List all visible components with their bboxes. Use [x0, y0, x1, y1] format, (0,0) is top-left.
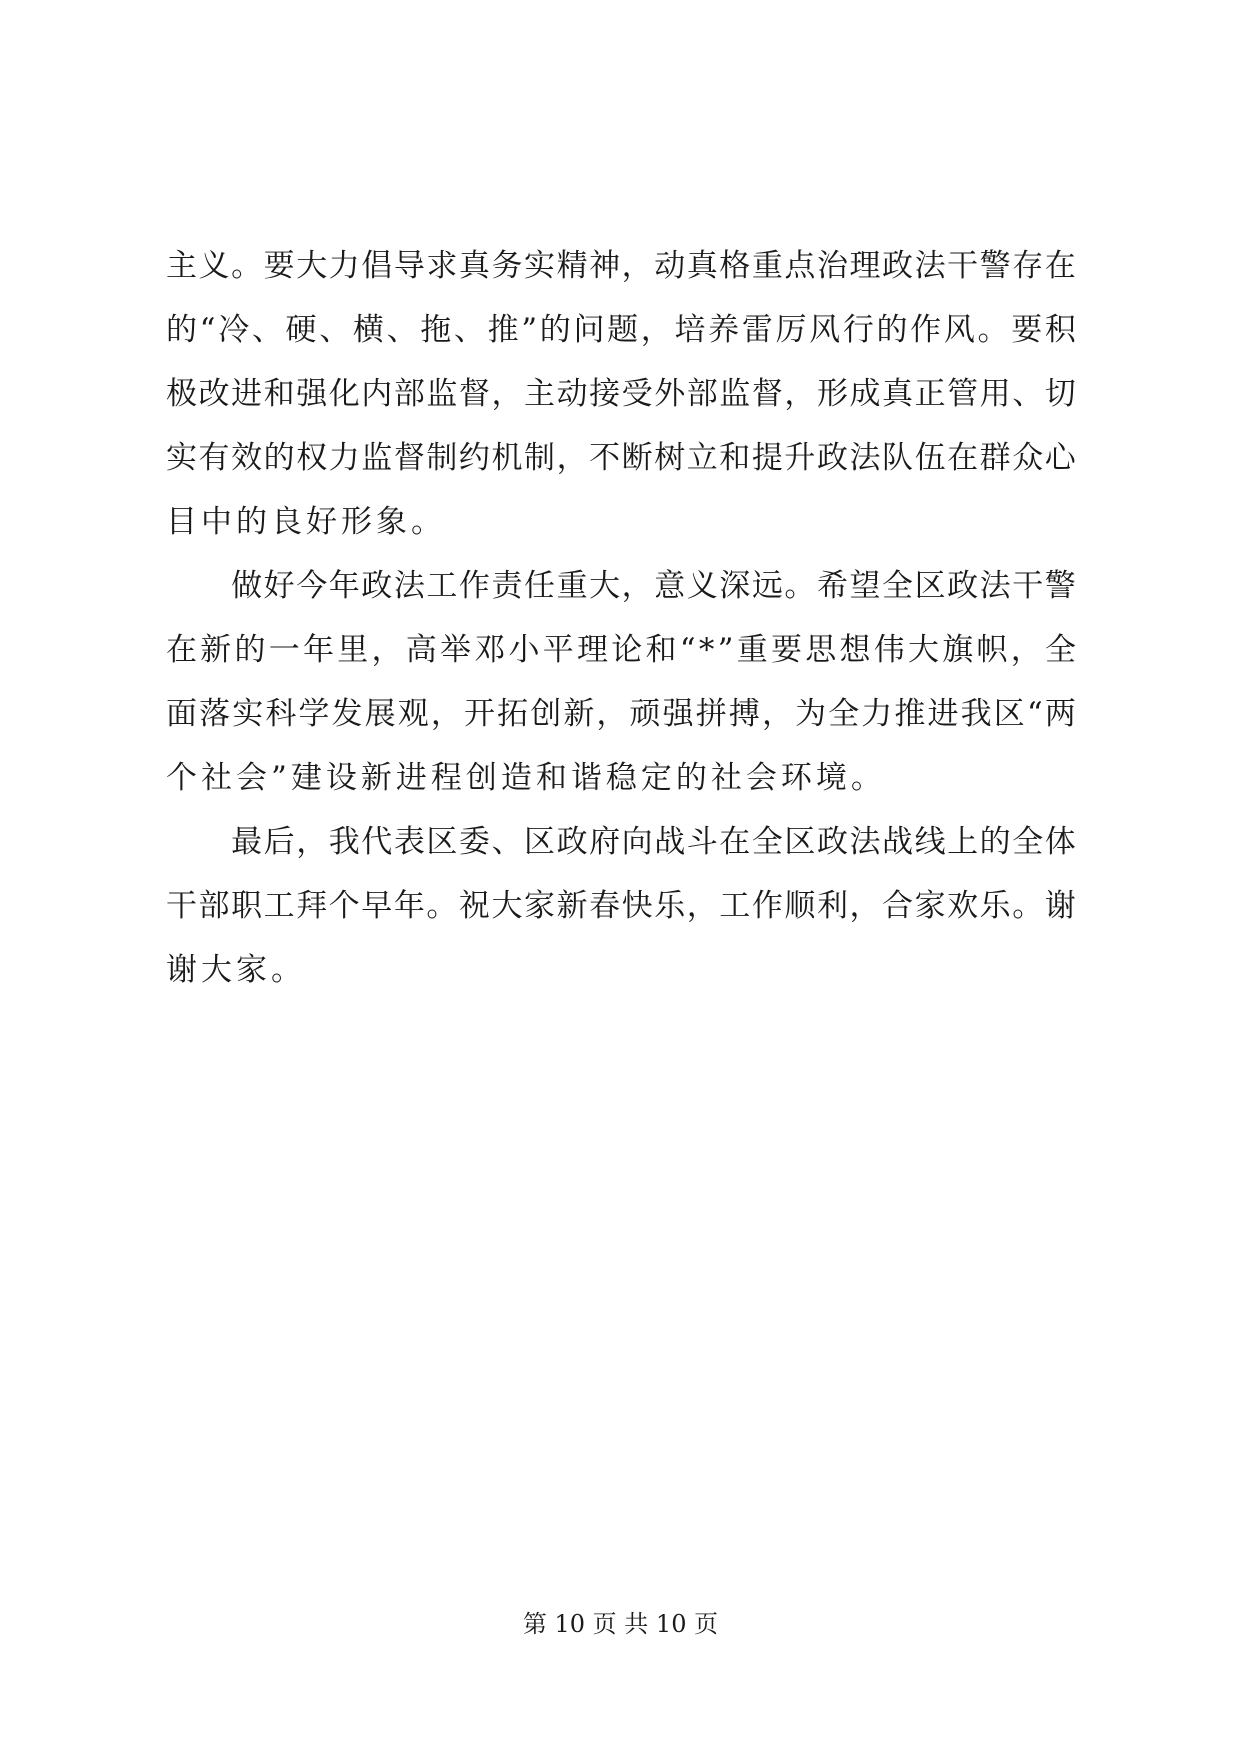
text-char: 干 — [1012, 568, 1044, 604]
text-char: 制 — [426, 440, 458, 476]
text-char: 和 — [263, 376, 295, 412]
text-char: 帜 — [976, 632, 1008, 668]
text-char: 家 — [914, 888, 946, 924]
text-line: 目中的良好形象。 — [166, 504, 446, 540]
text-char: 里 — [337, 632, 369, 668]
text-line — [166, 618, 1076, 682]
text-char: 最 — [231, 824, 263, 860]
text-char: 法 — [914, 248, 946, 284]
text-char: 年 — [328, 568, 360, 604]
text-char: 督 — [751, 376, 783, 412]
text-char: “ — [199, 312, 216, 348]
text-char — [199, 554, 230, 618]
text-char: 效 — [231, 440, 263, 476]
text-char: 心 — [1044, 440, 1076, 476]
text-char: 主 — [524, 376, 556, 412]
text-char: 落 — [199, 696, 231, 732]
text-char: 顺 — [784, 888, 816, 924]
text-char: 大 — [296, 248, 328, 284]
text-char: 真 — [458, 248, 490, 284]
text-char: 府 — [589, 824, 621, 860]
text-char: 义 — [686, 568, 718, 604]
text-char: 作 — [910, 312, 942, 348]
text-char: 责 — [491, 568, 523, 604]
text-char: 导 — [393, 248, 425, 284]
text-char: 改 — [198, 376, 230, 412]
text-char: 形 — [816, 376, 848, 412]
text-char: 管 — [947, 376, 979, 412]
text-char: 工 — [719, 888, 751, 924]
text-char: 欢 — [947, 888, 979, 924]
text-char: 。 — [426, 888, 458, 924]
text-char: 的 — [234, 632, 266, 668]
text-char: 倡 — [361, 248, 393, 284]
text-char: 。 — [1012, 888, 1044, 924]
text-char: 监 — [361, 440, 393, 476]
text-char: 。 — [784, 568, 816, 604]
text-char: 不 — [589, 440, 621, 476]
text-char: 接 — [589, 376, 621, 412]
text-char: 在 — [947, 440, 979, 476]
text-char: 、 — [1012, 376, 1044, 412]
text-line — [166, 234, 1076, 298]
text-char: 外 — [654, 376, 686, 412]
text-char: ， — [430, 696, 462, 732]
text-char: 群 — [979, 440, 1011, 476]
text-char: 干 — [947, 248, 979, 284]
text-char: 重 — [556, 568, 588, 604]
text-char: 向 — [621, 824, 653, 860]
text-char: ， — [556, 440, 588, 476]
text-char: 和 — [645, 632, 677, 668]
text-line — [166, 362, 1076, 426]
text-char: 战 — [882, 824, 914, 860]
text-char: 要 — [263, 248, 295, 284]
text-char: 邓 — [474, 632, 506, 668]
text-char: 队 — [882, 440, 914, 476]
text-line: 个社会”建设新进程创造和谐稳定的社会环境。 — [166, 760, 886, 796]
text-char: 力 — [328, 440, 360, 476]
text-char: 培 — [674, 312, 706, 348]
text-char: 区 — [426, 824, 458, 860]
text-char: 法 — [393, 568, 425, 604]
text-char: 、 — [386, 312, 418, 348]
text-char: ， — [596, 696, 628, 732]
text-char: 冷 — [218, 312, 250, 348]
text-char: 风 — [809, 312, 841, 348]
text-char: 治 — [816, 248, 848, 284]
text-char: 区 — [784, 824, 816, 860]
text-char: 拓 — [497, 696, 529, 732]
text-char: 春 — [589, 888, 621, 924]
text-line — [166, 682, 1076, 746]
text-char: * — [698, 632, 715, 668]
text-char: 动 — [654, 248, 686, 284]
text-char: 格 — [719, 248, 751, 284]
body-text — [166, 234, 1076, 1002]
text-char — [166, 554, 197, 618]
text-char: 一 — [268, 632, 300, 668]
text-char: 干 — [166, 888, 197, 924]
text-char: 进 — [231, 376, 263, 412]
text-char: “ — [679, 632, 696, 668]
text-char: 新 — [556, 888, 588, 924]
text-char: 化 — [328, 376, 360, 412]
text-line — [166, 298, 1076, 362]
text-char: 树 — [654, 440, 686, 476]
text-char: 约 — [458, 440, 490, 476]
text-char: 我 — [328, 824, 360, 860]
text-char: 作 — [458, 568, 490, 604]
text-char: 伟 — [873, 632, 905, 668]
text-char: 风 — [943, 312, 975, 348]
text-char: 部 — [198, 888, 230, 924]
text-char: 、 — [453, 312, 485, 348]
text-char: 希 — [816, 568, 848, 604]
text-char: ， — [621, 568, 653, 604]
text-char: 拼 — [695, 696, 727, 732]
text-char: 升 — [784, 440, 816, 476]
text-char: ， — [640, 312, 672, 348]
text-char: ， — [849, 888, 881, 924]
text-char: 部 — [393, 376, 425, 412]
text-char: 极 — [166, 376, 197, 412]
text-char: ， — [296, 824, 328, 860]
text-char: 乐 — [979, 888, 1011, 924]
text-line — [166, 426, 1076, 490]
text-char: 行 — [842, 312, 874, 348]
text-char: 年 — [303, 632, 334, 668]
text-char: 职 — [231, 888, 263, 924]
text-char: 机 — [491, 440, 523, 476]
text-char: 展 — [364, 696, 396, 732]
text-char: ， — [686, 888, 718, 924]
text-char: 、 — [319, 312, 351, 348]
text-char: 区 — [524, 824, 556, 860]
text-char: 的 — [539, 312, 571, 348]
text-char: 在 — [166, 632, 197, 668]
text-char: 家 — [524, 888, 556, 924]
text-char: 制 — [524, 440, 556, 476]
text-char: 举 — [440, 632, 471, 668]
text-char: 工 — [426, 568, 458, 604]
text-char: 强 — [662, 696, 694, 732]
text-char: 实 — [524, 248, 556, 284]
text-char: 的 — [263, 440, 295, 476]
text-char: “ — [1026, 696, 1043, 732]
text-char: 政 — [947, 568, 979, 604]
text-char: 力 — [328, 248, 360, 284]
text-char: 在 — [719, 824, 751, 860]
text-char: 我 — [960, 696, 992, 732]
text-char: 论 — [611, 632, 643, 668]
text-char: 理 — [849, 248, 881, 284]
text-char: 深 — [719, 568, 751, 604]
text-char: 乐 — [654, 888, 686, 924]
text-char: 力 — [861, 696, 893, 732]
text-char: 实 — [166, 440, 197, 476]
text-line — [166, 810, 1076, 874]
text-char: 主 — [166, 248, 197, 284]
text-char: ， — [621, 248, 653, 284]
text-char: 祝 — [458, 888, 490, 924]
text-char: 硬 — [285, 312, 317, 348]
text-char: 好 — [263, 568, 295, 604]
text-char: 远 — [751, 568, 783, 604]
text-char: 问 — [573, 312, 605, 348]
text-char: 政 — [816, 440, 848, 476]
text-char: 部 — [686, 376, 718, 412]
text-char: 动 — [556, 376, 588, 412]
text-line — [166, 874, 1076, 938]
text-char: 点 — [784, 248, 816, 284]
text-char: 和 — [719, 440, 751, 476]
text-char: 、 — [491, 824, 523, 860]
text-char: ， — [1010, 632, 1042, 668]
text-char: 政 — [882, 248, 914, 284]
text-char: 理 — [577, 632, 608, 668]
text-char: 神 — [589, 248, 621, 284]
text-char: 有 — [198, 440, 230, 476]
text-char: 高 — [405, 632, 437, 668]
text-char: 切 — [1044, 376, 1076, 412]
text-char: 警 — [1044, 568, 1076, 604]
text-char: 真 — [882, 376, 914, 412]
text-char: 线 — [914, 824, 946, 860]
text-char: 体 — [1044, 824, 1076, 860]
text-char: 后 — [263, 824, 295, 860]
text-char: 重 — [736, 632, 768, 668]
text-char: 存 — [1012, 248, 1044, 284]
text-char: 用 — [979, 376, 1011, 412]
text-char: 早 — [361, 888, 393, 924]
text-char: 思 — [805, 632, 837, 668]
text-char: ， — [371, 632, 403, 668]
text-char: 积 — [1044, 312, 1076, 348]
page-footer: 第 10 页 共 10 页 — [522, 1610, 719, 1638]
text-char: 务 — [491, 248, 523, 284]
text-char: 。 — [977, 312, 1009, 348]
text-char: 的 — [876, 312, 908, 348]
text-char: 伍 — [914, 440, 946, 476]
text-char: 的 — [166, 312, 197, 348]
text-char: 真 — [686, 248, 718, 284]
text-char: 拜 — [296, 888, 328, 924]
text-char: 政 — [361, 568, 393, 604]
text-char: 新 — [200, 632, 232, 668]
text-char: 为 — [795, 696, 827, 732]
text-char: 在 — [1044, 248, 1076, 284]
text-char: 小 — [508, 632, 540, 668]
text-char: 正 — [914, 376, 946, 412]
text-char: 全 — [828, 696, 860, 732]
text-char: 大 — [491, 888, 523, 924]
text-char — [199, 810, 230, 874]
text-char: 旗 — [942, 632, 974, 668]
text-char: ” — [717, 632, 734, 668]
text-char: 今 — [296, 568, 328, 604]
text-char: 内 — [361, 376, 393, 412]
text-char: 警 — [979, 248, 1011, 284]
text-char: 法 — [849, 440, 881, 476]
text-char: 提 — [751, 440, 783, 476]
text-char: 立 — [686, 440, 718, 476]
text-char: 望 — [849, 568, 881, 604]
text-char: 成 — [849, 376, 881, 412]
text-line — [166, 554, 1076, 618]
text-char: 科 — [265, 696, 297, 732]
text-char: 进 — [927, 696, 959, 732]
text-char: 全 — [1012, 824, 1044, 860]
text-char: 学 — [298, 696, 330, 732]
text-char: 强 — [296, 376, 328, 412]
text-char: 推 — [487, 312, 519, 348]
text-char: 的 — [979, 824, 1011, 860]
text-char — [166, 810, 197, 874]
text-char: 面 — [166, 696, 197, 732]
text-char: ， — [784, 376, 816, 412]
text-char: 任 — [524, 568, 556, 604]
text-char: 利 — [816, 888, 848, 924]
text-char: 求 — [426, 248, 458, 284]
text-char: 代 — [361, 824, 393, 860]
text-char: 重 — [751, 248, 783, 284]
text-char: 工 — [263, 888, 295, 924]
text-char: 厉 — [775, 312, 807, 348]
text-char: 权 — [296, 440, 328, 476]
text-char: 督 — [458, 376, 490, 412]
text-char: ” — [521, 312, 538, 348]
text-char: 两 — [1044, 696, 1076, 732]
text-char: 发 — [331, 696, 363, 732]
text-char: 斗 — [686, 824, 718, 860]
text-char: 养 — [708, 312, 740, 348]
text-char: 雷 — [741, 312, 773, 348]
text-char: 区 — [993, 696, 1025, 732]
text-char: 平 — [542, 632, 574, 668]
text-char: 断 — [621, 440, 653, 476]
text-char: 战 — [654, 824, 686, 860]
text-char: 推 — [894, 696, 926, 732]
text-char: 监 — [719, 376, 751, 412]
text-char: 意 — [654, 568, 686, 604]
text-char: 要 — [1011, 312, 1043, 348]
text-char: 政 — [816, 824, 848, 860]
text-char: 义 — [198, 248, 230, 284]
text-char: 年 — [393, 888, 425, 924]
text-char: 横 — [352, 312, 384, 348]
text-char: 创 — [530, 696, 562, 732]
text-char: 大 — [907, 632, 939, 668]
text-char: 区 — [914, 568, 946, 604]
text-char: 观 — [397, 696, 429, 732]
text-char: 上 — [947, 824, 979, 860]
text-char: 开 — [463, 696, 495, 732]
text-char: 法 — [849, 824, 881, 860]
text-line: 谢大家。 — [166, 952, 306, 988]
text-char: 政 — [556, 824, 588, 860]
text-char: 法 — [979, 568, 1011, 604]
text-char: 作 — [751, 888, 783, 924]
text-char: 全 — [882, 568, 914, 604]
text-char: 拖 — [420, 312, 452, 348]
text-char: 众 — [1012, 440, 1044, 476]
text-char: 监 — [426, 376, 458, 412]
text-char: 要 — [770, 632, 802, 668]
text-char: 督 — [393, 440, 425, 476]
text-char: 题 — [607, 312, 639, 348]
text-char: 表 — [393, 824, 425, 860]
text-char: 顽 — [629, 696, 661, 732]
text-char: ， — [491, 376, 523, 412]
text-char: 合 — [882, 888, 914, 924]
text-char: 精 — [556, 248, 588, 284]
text-char: 新 — [563, 696, 595, 732]
text-char: 受 — [621, 376, 653, 412]
text-char: 委 — [458, 824, 490, 860]
text-char: 。 — [231, 248, 263, 284]
text-char: 大 — [589, 568, 621, 604]
text-char: 、 — [251, 312, 283, 348]
text-char: 想 — [839, 632, 871, 668]
text-char: 全 — [751, 824, 783, 860]
text-char: ， — [761, 696, 793, 732]
text-char: 个 — [328, 888, 360, 924]
text-char: 谢 — [1044, 888, 1076, 924]
text-char: 实 — [232, 696, 264, 732]
text-char: 搏 — [728, 696, 760, 732]
text-char: 快 — [621, 888, 653, 924]
text-char: 全 — [1044, 632, 1076, 668]
text-char: 做 — [231, 568, 263, 604]
